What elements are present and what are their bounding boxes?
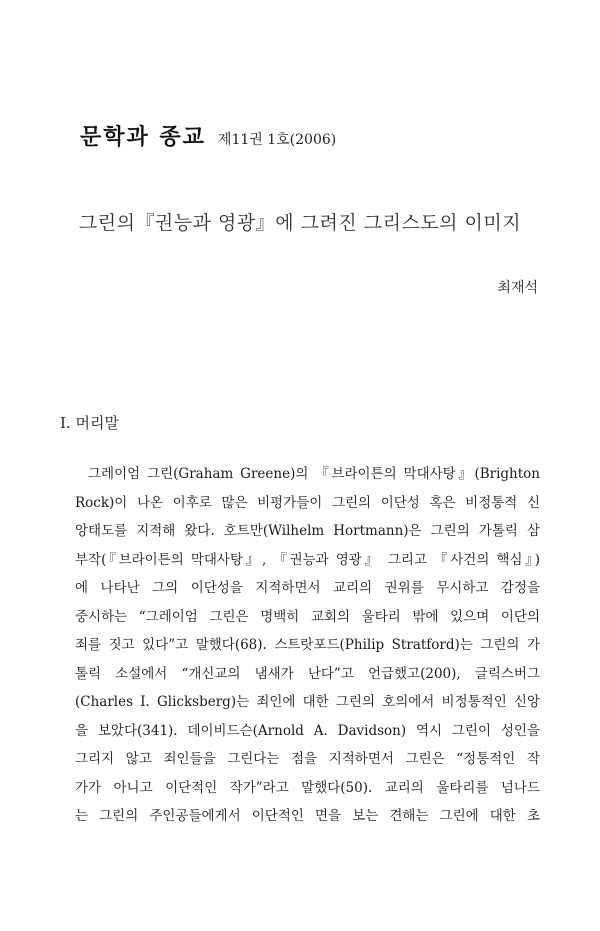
section-heading: I. 머리말 — [60, 414, 119, 432]
body-line: 그리지 않고 죄인들을 그린다는 점을 지적하면서 그린은 “정통적인 작 — [75, 751, 540, 767]
journal-volume: 제11권 1호(2006) — [217, 132, 337, 148]
article-author: 최재석 — [497, 280, 538, 296]
body-line: 을 보았다(341). 데이비드슨(Arnold A. Davidson) 역시 그린이 성인을 — [75, 722, 540, 739]
body-line: 가가 아니고 이단적인 작가”라고 말했다(50). 교리의 울타리를 넘나드 — [75, 779, 540, 796]
body-line: 에 나타난 그의 이단성을 지적하면서 교리의 권위를 무시하고 감정을 — [75, 580, 540, 596]
body-line: 죄를 짓고 있다”고 말했다(68). 스트랏포드(Philip Stratford)는 그린의 가 — [75, 637, 540, 653]
body-line: 부작(『브라이튼의 막대사탕』, 『권능과 영광』 그리고 『사건의 핵심』) — [75, 551, 540, 568]
article-title: 그린의『권능과 영광』에 그려진 그리스도의 이미지 — [78, 212, 522, 234]
body-paragraph — [75, 460, 540, 831]
body-line: 톨릭 소설에서 “개신교의 냄새가 난다”고 언급했고(200), 글릭스버그 — [75, 665, 540, 682]
journal-name: 문학과 종교 — [80, 125, 206, 150]
body-line: 는 그린의 주인공들에게서 이단적인 면을 보는 견해는 그린에 대한 초 — [75, 808, 540, 824]
body-line: Rock)이 나온 이후로 많은 비평가들이 그린의 이단성 혹은 비정통적 신 — [75, 494, 540, 511]
journal-header — [80, 120, 336, 151]
body-line: 그레이엄 그린(Graham Greene)의 『브라이튼의 막대사탕』(Brighton — [88, 466, 540, 482]
body-line: (Charles I. Glicksberg)는 죄인에 대한 그린의 호의에서 비정통적인 신앙 — [75, 694, 540, 710]
body-line: 앙태도를 지적해 왔다. 호트만(Wilhelm Hortmann)은 그린의 가톨릭 삼 — [75, 523, 540, 539]
body-line: 중시하는 “그레이엄 그린은 명백히 교회의 울타리 밖에 있으며 이단의 — [75, 608, 540, 625]
